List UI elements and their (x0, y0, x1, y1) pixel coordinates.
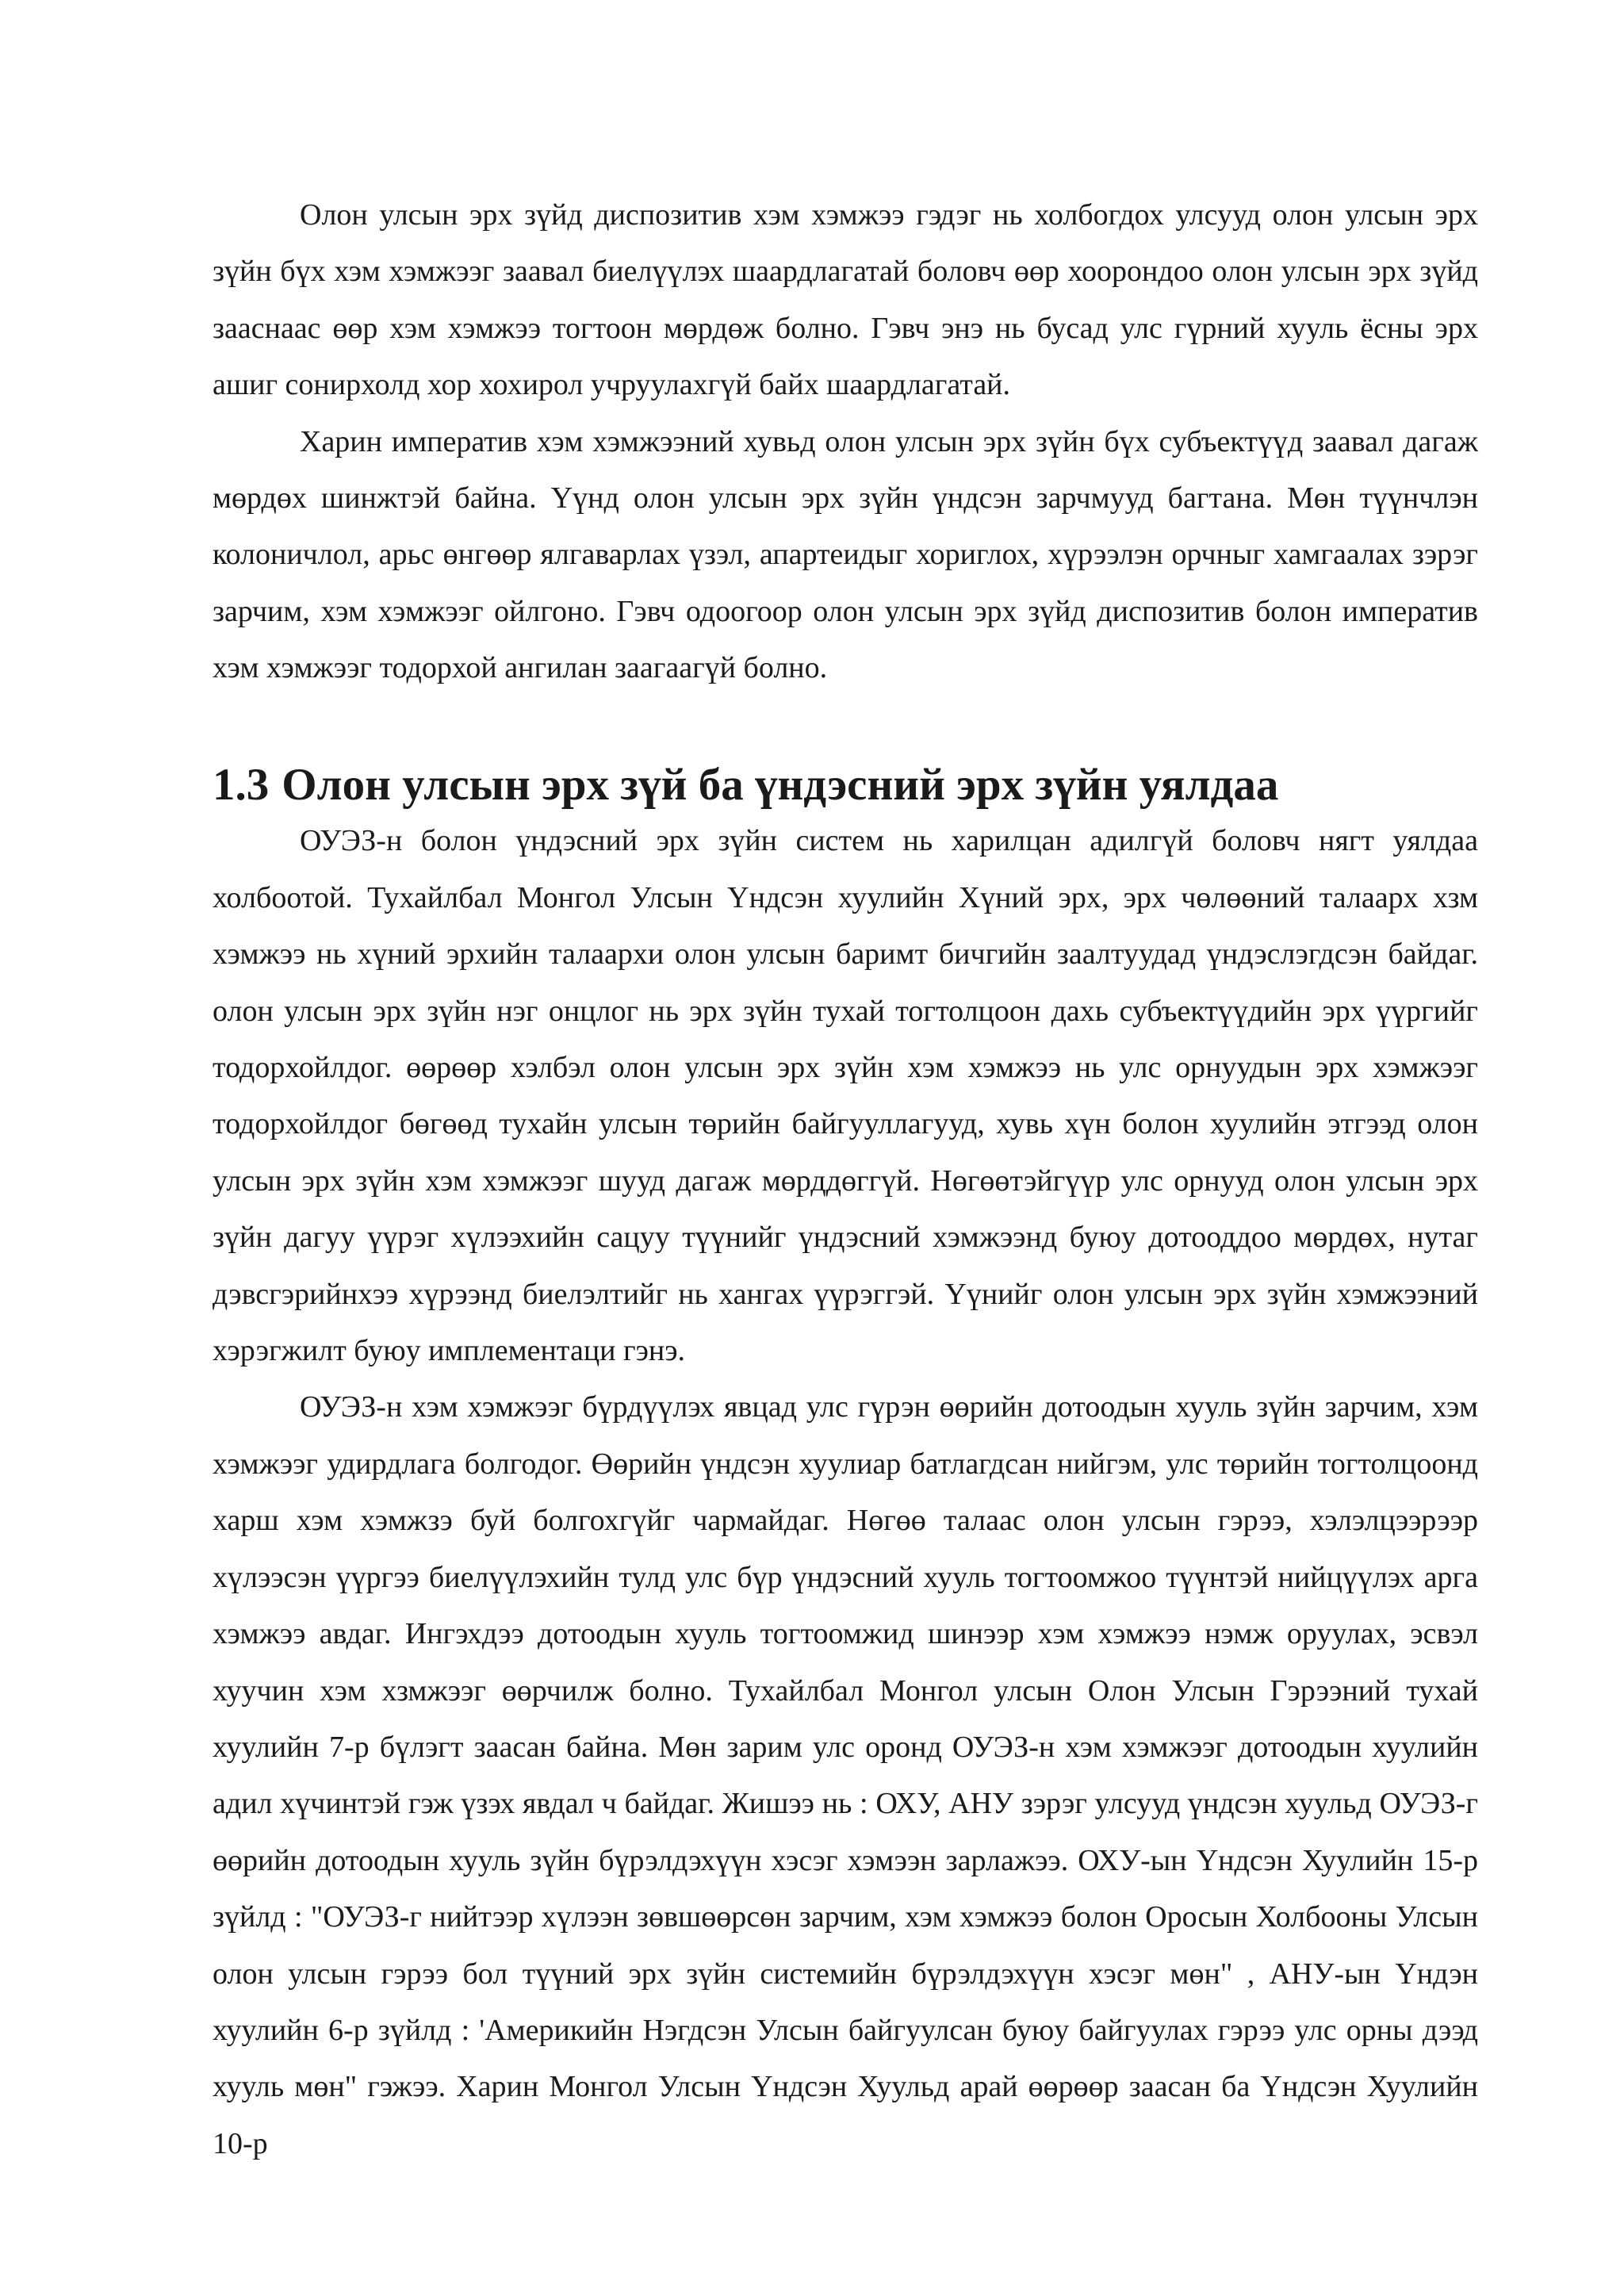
section-title: Олон улсын эрх зүй ба үндэсний эрх зүйн уялдаа (282, 760, 1279, 810)
paragraph-implementation: ОУЭЗ-н хэм хэмжээг бүрдүүлэх явцад улс гүрэн өөрийн дотоодын хууль зүйн зарчим, хэм хэмжээг удирдлага болгодог. Өөрийн үндсэн хуулиар батлагдсан нийгэм, улс төрийн тогтолцоонд харш хэм хэмжзэ буй болгохгүйг чармайдаг. Нөгөө талаас олон улсын гэрээ, хэлэлцээрээр хүлээсэн үүргээ биелүүлэхийн тулд улс бүр үндэсний хууль тогтоомжоо түүнтэй нийцүүлэх арга хэмжээ авдаг. Ингэхдээ дотоодын хууль тогтоомжид шинээр хэм хэмжээ нэмж оруулах, эсвэл хуучин хэм хзмжээг өөрчилж болно. Тухайлбал Монгол улсын Олон Улсын Гэрээний тухай хуулийн 7-р бүлэгт заасан байна. Мөн зарим улс оронд ОУЭЗ-н хэм хэмжээг дотоодын хуулийн адил хүчинтэй гэж үзэх явдал ч байдаг. Жишээ нь : ОХУ, АНУ зэрэг улсууд үндсэн хуульд ОУЭЗ-г өөрийн дотоодын хууль зүйн бүрэлдэхүүн хэсэг хэмээн зарлажээ. ОХУ-ын Үндсэн Хуулийн 15-р зүйлд : "ОУЭЗ-г нийтээр хүлээн зөвшөөрсөн зарчим, хэм хэмжээ болон Оросын Холбооны Улсын олон улсын гэрээ бол түүний эрх зүйн системийн бүрэлдэхүүн хэсэг мөн" , АНУ-ын Үндэн хуулийн 6-р зүйлд : 'Америкийн Нэгдсэн Улсын байгуулсан буюу байгуулах гэрээ улс орны дээд хууль мөн" гэжээ. Харин Монгол Улсын Үндсэн Хуульд арай өөрөөр заасан ба Үндсэн Хуулийн 10-р (213, 1390, 1478, 2160)
paragraph-national-law-relation: ОУЭЗ-н болон үндэсний эрх зүйн систем нь харилцан адилгүй боловч нягт уялдаа холбоотой. Тухайлбал Монгол Улсын Үндсэн хуулийн Хүний эрх, эрх чөлөөний талаарх хзм хэмжээ нь хүний эрхийн талаархи олон улсын баримт бичгийн заалтуудад үндэслэгдсэн байдаг. олон улсын эрх зүйн нэг онцлог нь эрх зүйн тухай тогтолцоон дахь субъектүүдийн эрх үүргийг тодорхойлдог. өөрөөр хэлбэл олон улсын эрх зүйн хэм хэмжээ нь улс орнуудын эрх хэмжээг тодорхойлдог бөгөөд тухайн улсын төрийн байгууллагууд, хувь хүн болон хуулийн этгээд олон улсын эрх зүйн хэм хэмжээг шууд дагаж мөрддөггүй. Нөгөөтэйгүүр улс орнууд олон улсын эрх зүйн дагуу үүрэг хүлээхийн сацуу түүнийг үндэсний хэмжээнд буюу дотооддоо мөрдөх, нутаг дэвсгэрийнхээ хүрээнд биелэлтийг нь хангах үүрэггэй. Үүнийг олон улсын эрх зүйн хэмжээний хэрэгжилт буюу имплементаци гэнэ. (213, 824, 1478, 1368)
paragraph-dispositive-norms: Олон улсын эрх зүйд диспозитив хэм хэмжээ гэдэг нь холбогдох улсууд олон улсын эрх зүйн бүх хэм хэмжээг заавал биелүүлэх шаардлагатай боловч өөр хоорондоо олон улсын эрх зүйд зааснаас өөр хэм хэмжээ тогтоон мөрдөж болно. Гэвч энэ нь бусад улс гүрний хууль ёсны эрх ашиг сонирхолд хор хохирол учруулахгүй байх шаардлагатай. (213, 198, 1478, 402)
section-heading (213, 757, 1478, 813)
section-1 (213, 187, 1478, 697)
paragraph-imperative-norms: Харин императив хэм хэмжээний хувьд олон улсын эрх зүйн бүх субъектүүд заавал дагаж мөрдөх шинжтэй байна. Үүнд олон улсын эрх зүйн үндсэн зарчмууд багтана. Мөн түүнчлэн колоничлол, арьс өнгөөр ялгаварлах үзэл, апартеидыг хориглох, хүрээлэн орчныг хамгаалах зэрэг зарчим, хэм хэмжээг ойлгоно. Гэвч одоогоор олон улсын эрх зүйд диспозитив болон императив хэм хэмжээг тодорхой ангилан заагаагүй болно. (213, 424, 1478, 685)
section-2 (213, 757, 1478, 2172)
section-number: 1.3 (213, 760, 270, 810)
